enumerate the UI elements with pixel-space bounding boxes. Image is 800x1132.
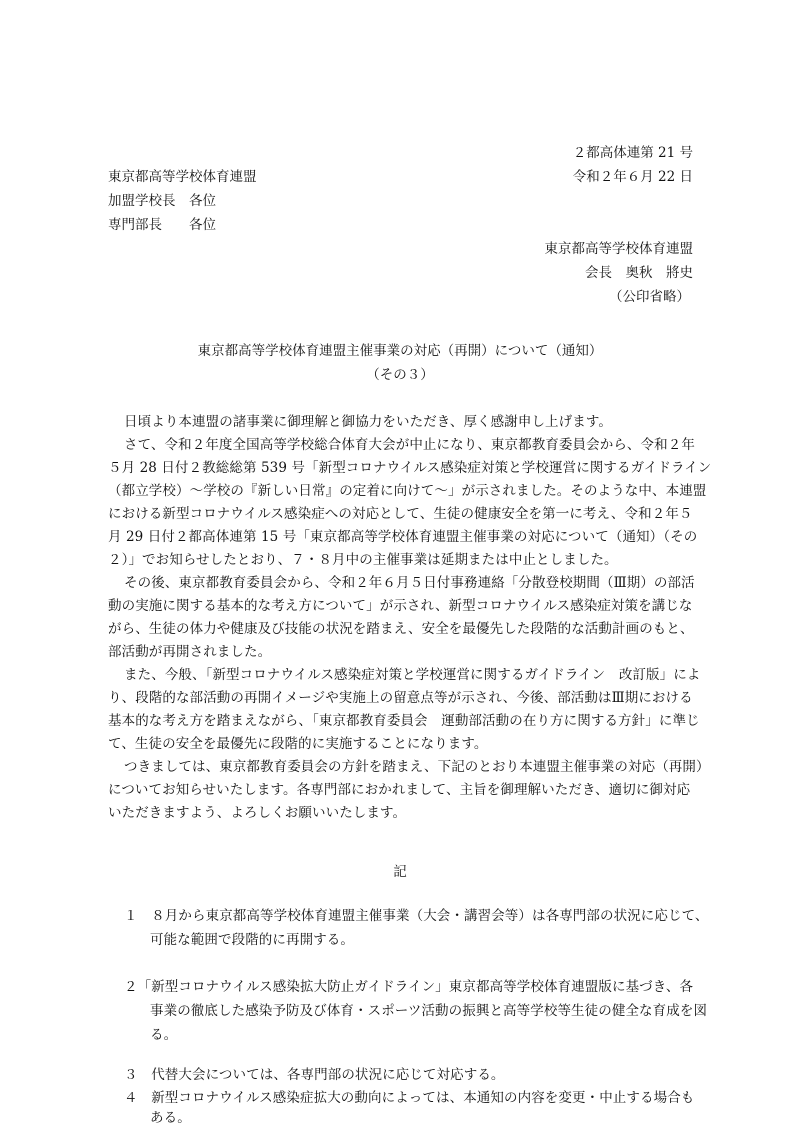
item-line: ４ 新型コロナウイルス感染症拡大の動向によっては、本通知の内容を変更・中止する場合も: [124, 1090, 695, 1107]
subject-line-2: （その３）: [366, 367, 434, 383]
body-line: がら、生徒の体力や健康及び技能の状況を踏まえ、安全を最優先した段階的な活動計画のもと、: [108, 621, 694, 637]
recipient-department-heads: 専門部長 各位: [108, 217, 216, 233]
body-line: 月 29 日付２都高体連第 15 号「東京都高等学校体育連盟主催事業の対応について（通知）（その: [108, 529, 698, 545]
body-line: その後、東京都教育委員会から、令和２年６月５日付事務連絡「分散登校期間（Ⅲ期）の部活: [124, 575, 695, 591]
document-date: 令和２年６月 22 日: [572, 169, 693, 185]
item-line: ３ 代替大会については、各専門部の状況に応じて対応する。: [124, 1066, 505, 1083]
body-line: て、生徒の安全を最優先に段階的に実施することになります。: [108, 736, 488, 752]
seal-omitted-note: （公印省略）: [609, 289, 690, 305]
body-line: つきましては、東京都教育委員会の方針を踏まえ、下記のとおり本連盟主催事業の対応（再開）: [124, 759, 710, 775]
body-line: についてお知らせいたします。各専門部におかれまして、主旨を御理解いただき、適切に御対応: [108, 782, 691, 798]
body-line: ５月 28 日付２教総総第 539 号「新型コロナウイルス感染症対策と学校運営に関するガイドライン: [108, 460, 712, 476]
item-line: ある。: [150, 1110, 191, 1127]
document-number: ２都高体連第 21 号: [572, 145, 693, 161]
item-line: １ ８月から東京都高等学校体育連盟主催事業（大会・講習会等）は各専門部の状況に応じて、: [124, 908, 709, 924]
recipient-principals: 加盟学校長 各位: [108, 193, 216, 209]
item-line: る。: [150, 1026, 178, 1043]
body-line: 動の実施に関する基本的な考え方について」が示され、新型コロナウイルス感染症対策を講じな: [108, 598, 693, 614]
recipient-org: 東京都高等学校体育連盟: [108, 169, 257, 185]
body-line: ２）」でお知らせしたとおり、７・８月中の主催事業は延期または中止としました。: [108, 552, 618, 568]
body-line: さて、令和２年度全国高等学校総合体育大会が中止になり、東京都教育委員会から、令和２年: [124, 437, 695, 453]
body-line: 日頃より本連盟の諸事業に御理解と御協力をいただき、厚く感謝申し上げます。: [124, 414, 612, 430]
body-line: また、今般、「新型コロナウイルス感染症対策と学校運営に関するガイドライン 改訂版」によ: [124, 667, 701, 683]
body-line: （都立学校）～学校の『新しい日常』の定着に向けて～」が示されました。そのような中、本連盟: [108, 483, 707, 499]
body-line: り、段階的な部活動の再開イメージや実施上の留意点等が示され、今後、部活動はⅢ期における: [108, 690, 693, 706]
body-line: における新型コロナウイルス感染症への対応として、生徒の健康安全を第一に考え、令和２年５: [108, 506, 693, 522]
sender-org: 東京都高等学校体育連盟: [544, 241, 693, 257]
item-line: ２「新型コロナウイルス感染拡大防止ガイドライン」東京都高等学校体育連盟版に基づき、各: [124, 979, 694, 996]
item-line: 可能な範囲で段階的に再開する。: [150, 931, 354, 948]
subject-line-1: 東京都高等学校体育連盟主催事業の対応（再開）について（通知）: [197, 343, 603, 359]
body-line: 部活動が再開されました。: [108, 644, 272, 660]
sender-title-name: 会長 奥秋 將史: [585, 265, 693, 281]
body-line: いただきますよう、よろしくお願いいたします。: [108, 805, 407, 821]
item-line: 事業の徹底した感染予防及び体育・スポーツ活動の振興と高等学校等生徒の健全な育成を図: [150, 1003, 708, 1020]
ki-heading: 記: [393, 864, 407, 880]
body-line: 基本的な考え方を踏まえながら、「東京都教育委員会 運動部活動の在り方に関する方針」に準じ: [108, 713, 700, 729]
